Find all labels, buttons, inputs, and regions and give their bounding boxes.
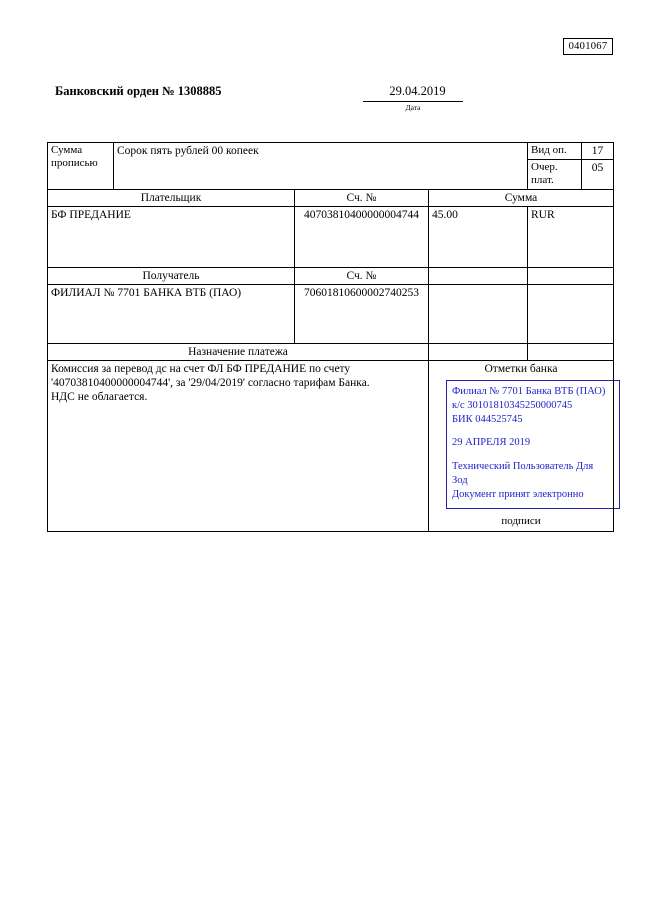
priority-label: Очер. плат. — [528, 160, 582, 190]
priority-value: 05 — [582, 160, 614, 190]
payee-account: 70601810600002740253 — [295, 284, 429, 343]
amount-words-value: Сорок пять рублей 00 копеек — [114, 143, 528, 190]
amount-words-label: Сумма прописью — [48, 143, 114, 190]
table-row-purpose-body — [48, 360, 614, 531]
page-title: Банковский орден № 1308885 — [55, 84, 222, 98]
stamp-gap-2 — [452, 451, 614, 460]
header-purpose: Назначение платежа — [48, 343, 429, 360]
header-amount: Сумма — [429, 189, 614, 206]
amount-spacer-2 — [429, 284, 528, 343]
payment-order-table — [47, 142, 614, 532]
date-underline — [363, 101, 463, 102]
header-bank-marks: Отметки банка — [484, 362, 558, 375]
currency-spacer-1 — [528, 267, 614, 284]
payer-name: БФ ПРЕДАНИЕ — [48, 206, 295, 267]
currency-spacer-2 — [528, 284, 614, 343]
table-row-payer — [48, 206, 614, 267]
signatures-caption: подписи — [501, 515, 541, 528]
amount-spacer-3 — [429, 343, 528, 360]
currency-spacer-3 — [528, 343, 614, 360]
purpose-text: Комиссия за перевод дс на счет ФЛ БФ ПРЕДАНИЕ по счету '40703810400000004744', за '29/04/2019' согласно тарифам Банка. НДС не облагается. — [48, 360, 429, 531]
header-payer: Плательщик — [48, 189, 295, 206]
header-account-payer: Сч. № — [295, 189, 429, 206]
stamp-gap-1 — [452, 427, 614, 436]
date-caption: Дата — [405, 103, 421, 112]
form-code: 0401067 — [563, 38, 613, 55]
op-type-label: Вид оп. — [528, 143, 582, 160]
op-type-value: 17 — [582, 143, 614, 160]
table-row-amount-words — [48, 143, 614, 160]
payment-amount: 45.00 — [429, 206, 528, 267]
table-row-purpose-header — [48, 343, 614, 360]
table-row-headers-payer — [48, 189, 614, 206]
amount-spacer-1 — [429, 267, 528, 284]
payee-name: ФИЛИАЛ № 7701 БАНКА ВТБ (ПАО) — [48, 284, 295, 343]
payment-currency: RUR — [528, 206, 614, 267]
bank-marks-cell — [429, 360, 614, 531]
bank-stamp: Филиал № 7701 Банка ВТБ (ПАО) к/с 30101810345250000745 БИК 044525745 29 АПРЕЛЯ 2019 Технический Пользователь Для Зод Документ принят электронно — [446, 380, 620, 509]
header-account-payee: Сч. № — [295, 267, 429, 284]
payer-account: 40703810400000004744 — [295, 206, 429, 267]
table-row-payee — [48, 284, 614, 343]
document-date-value: 29.04.2019 — [389, 84, 446, 98]
table-row-headers-payee — [48, 267, 614, 284]
header-payee: Получатель — [48, 267, 295, 284]
